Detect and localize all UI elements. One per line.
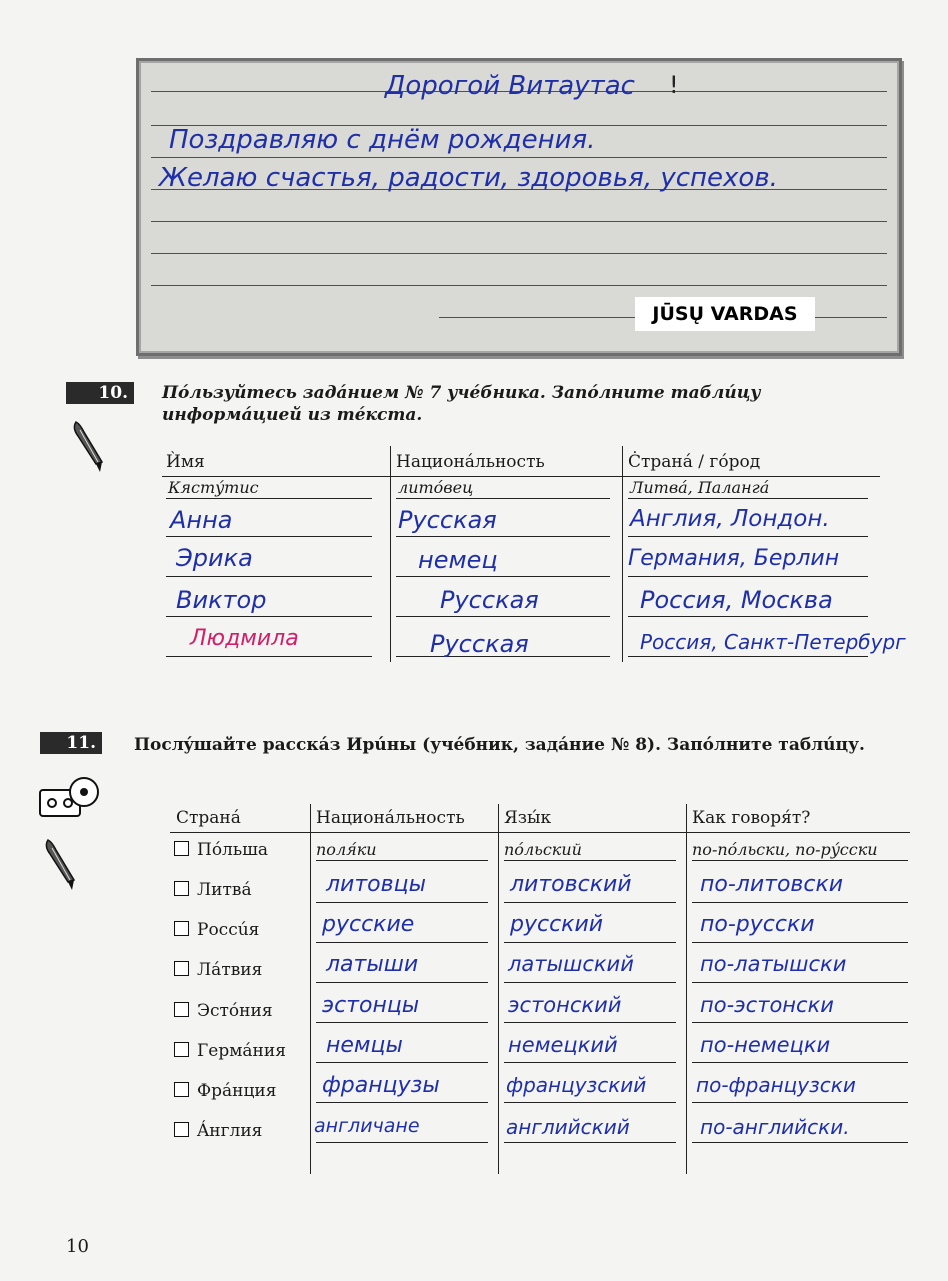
checkbox[interactable]: [174, 961, 189, 976]
pen-icon: [42, 836, 82, 894]
table10-cell: Эрика: [176, 544, 253, 572]
table11-cell: французы: [322, 1073, 440, 1098]
row-line: [628, 616, 868, 617]
letter-greeting: Дорогой Витаутас: [385, 71, 635, 101]
country-latvia: Лáтвия: [174, 960, 262, 980]
table11-col-divider: [310, 804, 311, 1174]
table10-cell: Россия, Москва: [640, 586, 833, 614]
card-line: [151, 157, 887, 158]
row-line: [316, 982, 488, 983]
row-line: [692, 1022, 908, 1023]
row-line: [628, 498, 868, 499]
row-line: [316, 1022, 488, 1023]
table11-cell: немцы: [326, 1033, 403, 1058]
row-line: [316, 902, 488, 903]
table11-example-language: пóльский: [504, 840, 582, 859]
table11-cell: по-русски: [700, 912, 815, 937]
table11-header-country: Странá: [176, 808, 241, 828]
row-line: [692, 982, 908, 983]
table11-example-nationality: поля́ки: [316, 840, 377, 859]
table10-example-name: Кястýтис: [168, 478, 259, 497]
pen-icon: [70, 418, 110, 476]
country-lithuania: Литвá: [174, 880, 252, 900]
letter-line-2: Желаю счастья, радости, здоровья, успехов.: [159, 163, 778, 193]
table10-header-line: [162, 476, 880, 477]
table11-cell: по-немецки: [700, 1033, 831, 1057]
row-line: [504, 1102, 676, 1103]
table10-header-country: Ċтранá / гóрод: [628, 452, 761, 472]
checkbox[interactable]: [174, 1042, 189, 1057]
table11-cell: эстонцы: [322, 993, 420, 1018]
row-line: [316, 1062, 488, 1063]
exercise-11-instruction: Послýшайте расскáз Ирúны (учéбник, задáние № 8). Запóлните таблúцу.: [134, 735, 865, 755]
row-line: [316, 860, 488, 861]
exercise-10-number: 10.: [66, 382, 134, 404]
exercise-10-instruction-1: Пóльзуйтесь задáнием № 7 учéбника. Запóлните таблúцу: [162, 383, 761, 403]
exercise-10-instruction-2: информáцией из тéкста.: [162, 405, 423, 425]
table11-header-nationality: Национáльность: [316, 808, 465, 828]
table10-cell: Анна: [170, 506, 233, 534]
row-line: [692, 1062, 908, 1063]
table10-cell: Русская: [440, 586, 539, 614]
card-line: [151, 221, 887, 222]
row-line: [504, 942, 676, 943]
table11-cell: по-литовски: [700, 872, 844, 897]
row-line: [166, 616, 372, 617]
row-line: [396, 576, 610, 577]
country-estonia: Эстóния: [174, 1001, 273, 1021]
checkbox[interactable]: [174, 1122, 189, 1137]
country-england: Áнглия: [174, 1121, 262, 1141]
table10-cell: Русская: [398, 506, 497, 534]
table10-header-name: Ѝмя: [166, 452, 205, 472]
letter-exclamation: !: [669, 71, 679, 99]
table10-cell: Россия, Санкт-Петербург: [640, 630, 906, 654]
country-russia: Россúя: [174, 920, 259, 940]
checkbox[interactable]: [174, 881, 189, 896]
signature-box: JŪSŲ VARDAS: [635, 297, 815, 331]
table11-cell: по-английски.: [700, 1115, 850, 1139]
table11-header-language: Язы́к: [504, 808, 552, 828]
table10-example-country: Литвá, Палангá: [630, 478, 770, 497]
checkbox[interactable]: [174, 921, 189, 936]
table11-cell: русские: [322, 912, 415, 937]
table10-header-nationality: Национáльность: [396, 452, 545, 472]
row-line: [396, 498, 610, 499]
table11-col-divider: [686, 804, 687, 1174]
card-line: [151, 285, 887, 286]
table10-example-nationality: литóвец: [398, 478, 474, 497]
row-line: [396, 616, 610, 617]
table11-cell: по-латышски: [700, 952, 847, 976]
row-line: [316, 1142, 488, 1143]
row-line: [166, 498, 372, 499]
row-line: [628, 576, 868, 577]
row-line: [692, 860, 908, 861]
table11-cell: литовцы: [326, 872, 426, 897]
table10-col-divider: [390, 446, 391, 662]
letter-card: [136, 58, 902, 356]
country-poland: Пóльша: [174, 840, 268, 860]
row-line: [316, 1102, 488, 1103]
table10-cell: Виктор: [176, 586, 267, 614]
row-line: [628, 536, 868, 537]
row-line: [166, 536, 372, 537]
letter-line-1: Поздравляю с днём рождения.: [169, 125, 596, 155]
table11-example-how: по-пóльски, по-рýсски: [692, 840, 878, 859]
table11-cell: русский: [510, 912, 604, 937]
row-line: [504, 982, 676, 983]
checkbox[interactable]: [174, 1002, 189, 1017]
table10-col-divider: [622, 446, 623, 662]
table10-cell: Германия, Берлин: [628, 546, 840, 571]
table10-cell: немец: [418, 546, 498, 574]
table10-cell: Людмила: [190, 626, 299, 651]
row-line: [692, 1142, 908, 1143]
table11-cell: французский: [506, 1073, 647, 1097]
row-line: [166, 656, 372, 657]
table11-cell: литовский: [510, 872, 632, 897]
exercise-11-number: 11.: [40, 732, 102, 754]
country-germany: Гермáния: [174, 1041, 286, 1061]
country-france: Фрáнция: [174, 1081, 276, 1101]
table11-cell: латышский: [508, 952, 634, 976]
card-line: [151, 253, 887, 254]
checkbox[interactable]: [174, 841, 189, 856]
row-line: [504, 902, 676, 903]
table11-cell: эстонский: [508, 993, 622, 1017]
row-line: [692, 902, 908, 903]
row-line: [504, 1022, 676, 1023]
row-line: [396, 536, 610, 537]
row-line: [166, 576, 372, 577]
row-line: [316, 942, 488, 943]
table11-cell: англичане: [314, 1115, 420, 1137]
table11-cell: английский: [506, 1115, 630, 1139]
checkbox[interactable]: [174, 1082, 189, 1097]
table10-cell: Русская: [430, 630, 529, 658]
audio-cassette-icon: [38, 774, 100, 822]
row-line: [692, 1102, 908, 1103]
table11-header-how-speak: Как говоря́т?: [692, 808, 811, 828]
table11-cell: по-французски: [696, 1073, 856, 1097]
row-line: [504, 860, 676, 861]
table11-cell: латыши: [326, 952, 419, 977]
page-number: 10: [66, 1236, 89, 1257]
row-line: [692, 942, 908, 943]
row-line: [504, 1062, 676, 1063]
table10-cell: Англия, Лондон.: [630, 506, 830, 532]
table11-header-line: [170, 832, 910, 833]
table11-cell: немецкий: [508, 1033, 618, 1057]
table11-cell: по-эстонски: [700, 993, 834, 1017]
row-line: [628, 656, 868, 657]
table11-col-divider: [498, 804, 499, 1174]
row-line: [504, 1142, 676, 1143]
